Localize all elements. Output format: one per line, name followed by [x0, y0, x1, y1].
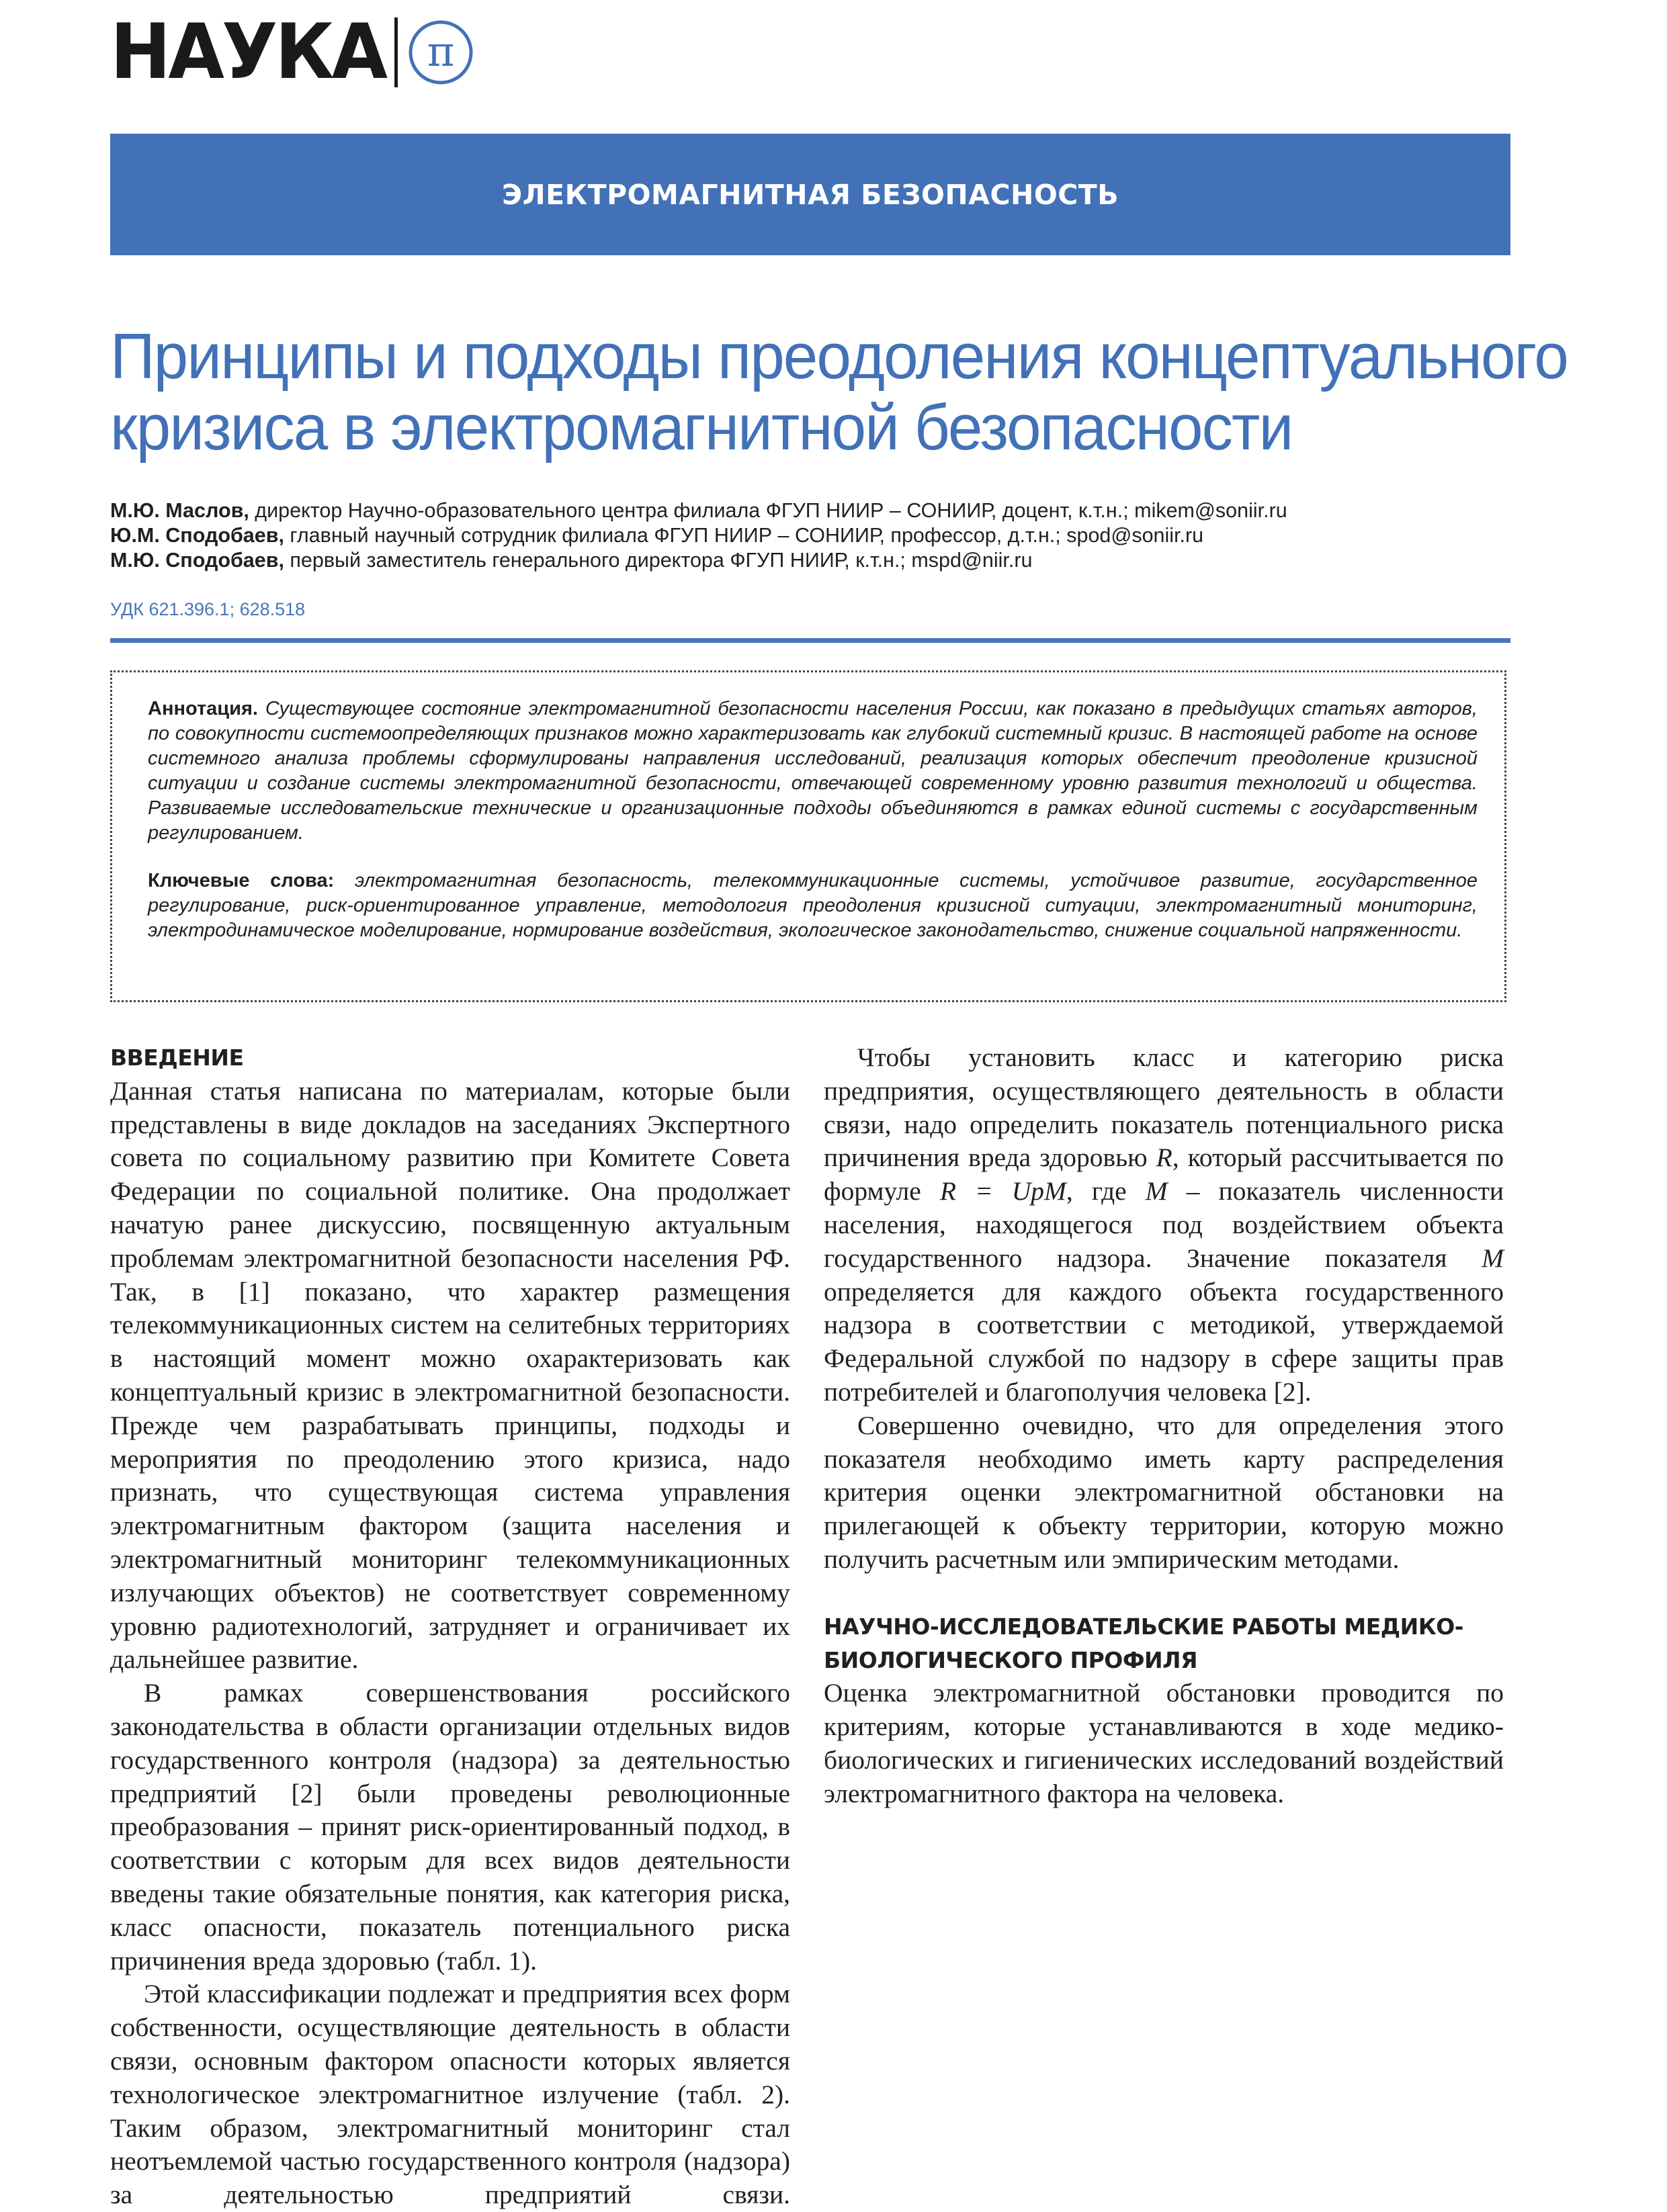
author-name: Ю.М. Сподобаев, — [110, 524, 284, 547]
author-list — [110, 498, 1521, 573]
paragraph-5: Совершенно очевидно, что для определения этого показателя необходимо иметь карту распределения критерия оценки электромагнитной обстановки на прилегающей к объекту территории, которую можно получить расчетным или эмпирическим методами. — [824, 1410, 1504, 1574]
paragraph-3: Этой классификации подлежат и предприятия всех форм собственности, осуществляющие деятельность в области связи, основным фактором опасности которых является технологическое электромагнитное излучение (табл. 2). Таким образом, электромагнитный мониторинг стал неотъемлемой частью государственного контроля (надзора) за деятельностью предприятий связи. — [110, 1979, 790, 2210]
abstract-label: Аннотация. — [148, 698, 258, 719]
variable-r: R — [1156, 1143, 1172, 1173]
keywords-label: Ключевые слова: — [148, 870, 335, 891]
paragraph-4-text: – показатель численности населения, находящегося под воздействием объекта государственного надзора. Значение показателя — [824, 1176, 1504, 1273]
logo-divider — [394, 17, 398, 87]
author-name: М.Ю. Сподобаев, — [110, 549, 284, 572]
abstract-box — [110, 670, 1506, 1002]
title-line-1: Принципы и подходы преодоления концептуального — [110, 320, 1568, 392]
section-heading-intro: ВВЕДЕНИЕ — [110, 1045, 244, 1071]
pi-icon — [407, 19, 474, 86]
author-3 — [110, 548, 1521, 573]
paragraph-4 — [824, 1041, 1504, 1409]
paragraph-4-text: , который рассчитывается по формуле — [824, 1143, 1504, 1206]
logo-text: НАУКА — [110, 7, 386, 97]
body-column-right — [824, 1041, 1504, 1811]
journal-logo — [110, 7, 474, 97]
author-info: главный научный сотрудник филиала ФГУП НИИР – СОНИИР, профессор, д.т.н.; spod@soniir.ru — [284, 524, 1204, 547]
section-heading-2: НАУЧНО-ИССЛЕДОВАТЕЛЬСКИЕ РАБОТЫ МЕДИКО-БИОЛОГИЧЕСКОГО ПРОФИЛЯ — [824, 1613, 1463, 1673]
paragraph-4-text: Чтобы установить класс и категорию риска предприятия, осуществляющего деятельность в области связи, надо определить показатель потенциального риска причинения вреда здоровью — [824, 1043, 1504, 1173]
body-column-left — [110, 1041, 790, 2212]
title-line-2: кризиса в электромагнитной безопасности — [110, 392, 1293, 463]
paragraph-2: В рамках совершенствования российского законодательства в области организации отдельных видов государственного контроля (надзора) за деятельностью предприятий [2] были проведены революционные преобразования – принят риск-ориентированный подход, в соответствии с которым для всех видов деятельности введены такие обязательные понятия, как категория риска, класс опасности, показатель потенциального риска причинения вреда здоровью (табл. 1). — [110, 1678, 790, 1976]
keywords — [148, 869, 1478, 943]
header-divider — [110, 638, 1510, 643]
abstract — [148, 697, 1478, 846]
paragraph-4-text: определяется для каждого объекта государственного надзора в соответствии с методикой, утверждаемой Федеральной службой по надзору в сфере защиты прав потребителей и благополучия человека [2]. — [824, 1276, 1504, 1407]
section-rubric: ЭЛЕКТРОМАГНИТНАЯ БЕЗОПАСНОСТЬ — [110, 134, 1510, 255]
paragraph-1: Данная статья написана по материалам, которые были представлены в виде докладов на заседаниях Экспертного совета по социальному развитию при Комитете Совета Федерации по социальной политике. Она продолжает начатую ранее дискуссию, посвященную актуальным проблемам электромагнитной безопасности населения РФ. Так, в [1] показано, что характер размещения телекоммуникационных систем на селитебных территориях в настоящий момент можно охарактеризовать как концептуальный кризис в электромагнитной безопасности. Прежде чем разрабатывать принципы, подходы и мероприятия по преодолению этого кризиса, надо признать, что существующая система управления электромагнитным фактором (защита населения и электромагнитный мониторинг телекоммуникационных излучающих объектов) не соответствует современному уровню радиотехнологий, затрудняет и ограничивает их дальнейшее развитие. — [110, 1075, 790, 1675]
author-name: М.Ю. Маслов, — [110, 499, 249, 522]
article-title — [110, 320, 1568, 463]
author-info: первый заместитель генерального директора ФГУП НИИР, к.т.н.; mspd@niir.ru — [284, 549, 1033, 572]
abstract-text: Существующее состояние электромагнитной безопасности населения России, как показано в предыдущих статьях авторов, по совокупности системоопределяющих признаков можно характеризовать как глубокий системный кризис. В настоящей работе на основе системного анализа проблемы сформулированы направления исследований, реализация которых обеспечит преодоление кризисной ситуации и создание системы электромагнитной безопасности, отвечающей современному уровню развития технологий и общества. Развиваемые исследовательские технические и организационные подходы объединяются в рамках единой системы с государственным регулированием. — [148, 698, 1478, 844]
keywords-text: электромагнитная безопасность, телекоммуникационные системы, устойчивое развитие, государственное регулирование, риск-ориентированное управление, методология преодоления кризисной ситуации, электромагнитный мониторинг, электродинамическое моделирование, нормирование воздействия, экологическое законодательство, снижение социальной напряженности. — [148, 870, 1478, 941]
variable-m: M — [1482, 1243, 1504, 1273]
paragraph-4-text: , где — [1066, 1176, 1146, 1206]
logo-symbol: π — [427, 27, 455, 76]
formula: R = UpM — [939, 1176, 1066, 1206]
udk-code: УДК 621.396.1; 628.518 — [110, 599, 306, 619]
author-info: директор Научно-образовательного центра филиала ФГУП НИИР – СОНИИР, доцент, к.т.н.; mikem@soniir.ru — [249, 499, 1287, 522]
author-1 — [110, 498, 1521, 523]
variable-m: M — [1145, 1176, 1168, 1206]
paragraph-6: Оценка электромагнитной обстановки проводится по критериям, которые устанавливаются в ходе медико-биологических и гигиенических исследований воздействий электромагнитного фактора на человека. — [824, 1678, 1504, 1808]
author-2 — [110, 523, 1521, 548]
